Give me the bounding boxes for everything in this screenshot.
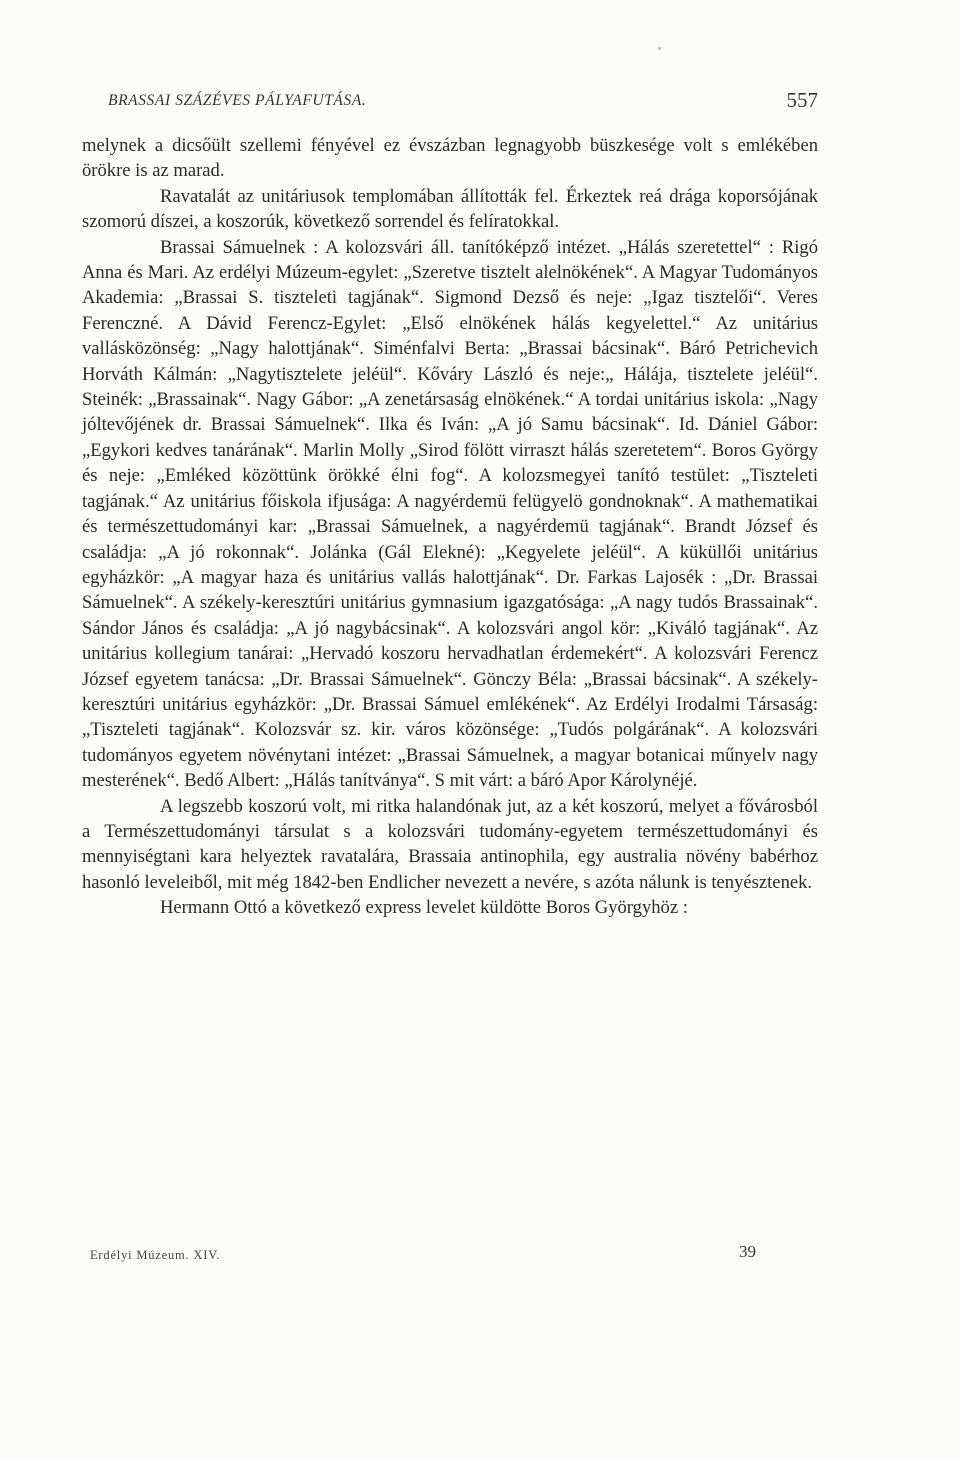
body-text — [82, 133, 818, 921]
paragraph-letter-intro: Hermann Ottó a következő express levelet küldötte Boros Györgyhöz : — [160, 897, 688, 919]
page-number: 557 — [786, 88, 818, 112]
page-footer — [90, 1242, 756, 1272]
paragraph-finest-wreath: A legszebb koszorú volt, mi ritka halandónak jut, az a két koszorú, melyet a fővárosból a Természettudományi társulat s a kolozsvári tudomány-egyetem természettudományi és mennyiségtani kara helyeztek ravatalára, Brassaia antinophila, egy australia növény babérhoz hasonló leveleiből, mit még 1842-ben Endlicher nevezett a nevére, s azóta nálunk is tenyésztenek. — [82, 795, 818, 893]
print-speck — [658, 47, 661, 50]
page-header — [108, 88, 818, 118]
footer-source: Erdélyi Múzeum. XIV. — [90, 1248, 221, 1262]
paragraph-continuation: melynek a dicsőült szellemi fényével ez évszázban legnagyobb büszkesége volt s emlékében örökre is az marad. — [82, 135, 818, 182]
running-title: BRASSAI SZÁZÉVES PÁLYAFUTÁSA. — [108, 92, 367, 109]
paragraph-wreath-list: Brassai Sámuelnek : A kolozsvári áll. tanítóképző intézet. „Hálás szeretettel“ : Rigó Anna és Mari. Az erdélyi Múzeum-egylet: „Szeretve tisztelt alelnökének“. A Magyar Tudományos Akademia: „Brassai S. tiszteleti tagjának“. Sigmond Dezső és neje: „Igaz tisztelői“. Veres Ferenczné. A Dávid Ferencz-Egylet: „Első elnökének hálás kegyelettel.“ Az unitárius vallásközönség: „Nagy halottjának“. Siménfalvi Berta: „Brassai bácsinak“. Báró Petrichevich Horváth Kálmán: „Nagytisztelete jeléül“. Kőváry László és neje:„ Hálája, tisztelete jeléül“. Steinék: „Brassainak“. Nagy Gábor: „A zenetársaság elnökének.“ A tordai unitárius iskola: „Nagy jóltevőjének dr. Brassai Sámuelnek“. Ilka és Iván: „A jó Samu bácsinak“. Id. Dániel Gábor: „Egykori kedves tanárának“. Marlin Molly „Sirod fölött virraszt hálás szeretetem“. Boros György és neje: „Emléked közöttünk örökké élni fog“. A kolozsmegyei tanító testület: „Tiszteleti tagjának.“ Az unitárius főiskola ifjusága: A nagyérdemü felügyelö gondnoknak“. A mathematikai és természettudományi kar: „Brassai Sámuelnek, a nagyérdemü tagjának“. Brandt József és családja: „A jó rokonnak“. Jolánka (Gál Elekné): „Kegyelete jeléül“. A küküllői unitárius egyházkör: „A magyar haza és unitárius vallás halottjának“. Dr. Farkas Lajosék : „Dr. Brassai Sámuelnek“. A székely-keresztúri unitárius gymnasium igazgatósága: „A nagy tudós Brassainak“. Sándor János és családja: „A jó nagybácsinak“. A kolozsvári angol kör: „Kiváló tagjának“. Az unitárius kollegium tanárai: „Hervadó koszoru hervadhatlan érdemekért“. A kolozsvári Ferencz József egyetem tanácsa: „Dr. Brassai Sámuelnek“. Gönczy Béla: „Brassai bácsinak“. A székely-keresztúri unitárius egyházkör: „Dr. Brassai Sámuel emlékének“. Az Erdélyi Irodalmi Társaság: „Tiszteleti tagjának“. Kolozsvár sz. kir. város közönsége: „Tudós polgárának“. A kolozsvári tudományos egyetem növénytani intézet: „Brassai Sámuelnek, a magyar botanicai műnyelv nagy mesterének“. Bedő Albert: „Hálás tanítványa“. S mit várt: a báró Apor Károlynéjé. — [82, 236, 818, 792]
paragraph-bier: Ravatalát az unitáriusok templomában állították fel. Érkeztek reá drága koporsójának szomorú díszei, a koszorúk, következő sorrendel és felíratokkal. — [82, 185, 818, 233]
signature-mark: 39 — [739, 1242, 756, 1261]
